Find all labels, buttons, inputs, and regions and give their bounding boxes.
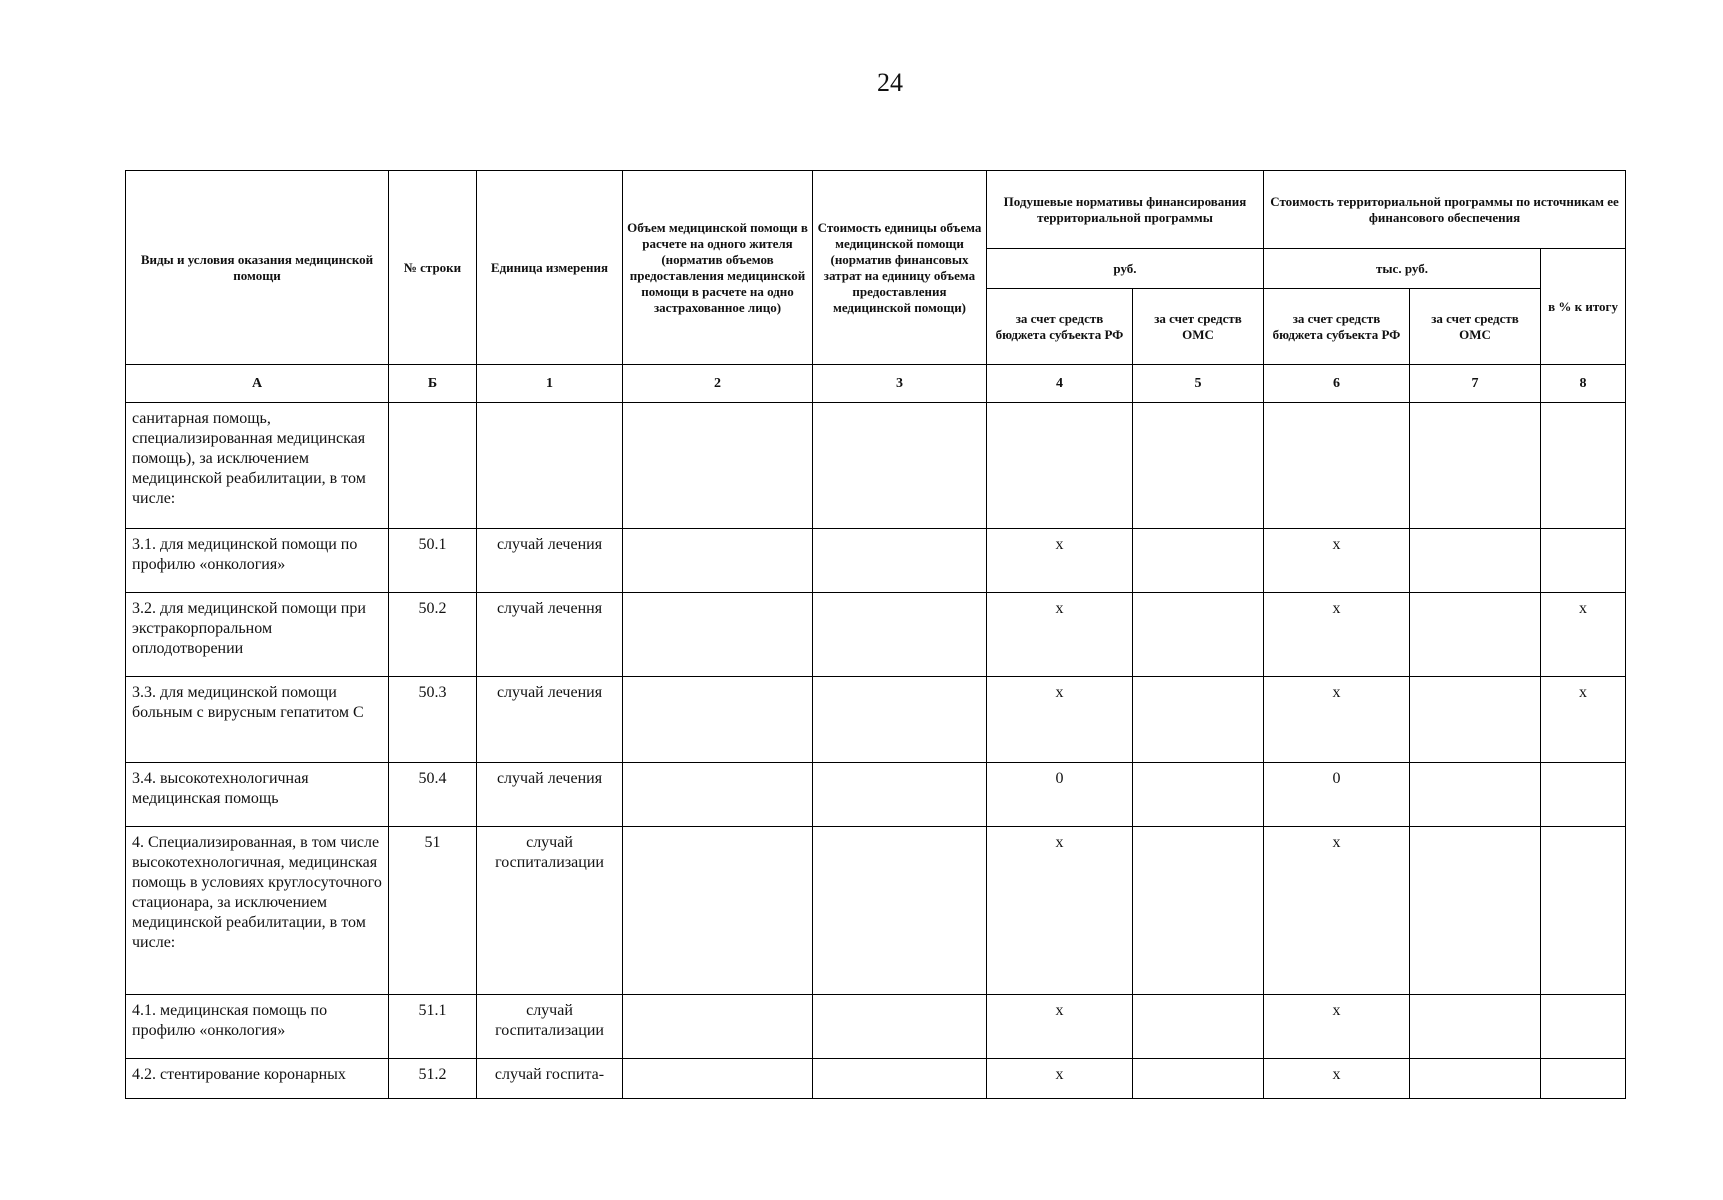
cell-col-7	[1410, 763, 1541, 827]
cell-col-6: x	[1264, 529, 1410, 593]
row-number: 50.1	[389, 529, 477, 593]
header-col-b: № строки	[389, 171, 477, 365]
cell-col-6: x	[1264, 995, 1410, 1059]
header-group-norms: Подушевые нормативы финансирования территориальной программы	[987, 171, 1264, 249]
index-cell: 6	[1264, 365, 1410, 403]
cell-col-3	[813, 1059, 987, 1099]
cell-col-7	[1410, 677, 1541, 763]
header-col-7: за счет средств ОМС	[1410, 289, 1541, 365]
index-cell: 7	[1410, 365, 1541, 403]
index-cell: А	[126, 365, 389, 403]
cell-col-7	[1410, 529, 1541, 593]
row-number: 50.3	[389, 677, 477, 763]
table-row	[126, 529, 1626, 593]
index-cell: 5	[1133, 365, 1264, 403]
cell-col-5	[1133, 763, 1264, 827]
cell-col-4: x	[987, 995, 1133, 1059]
cell-col-7	[1410, 1059, 1541, 1099]
cell-col-6: x	[1264, 827, 1410, 995]
financing-table	[125, 170, 1626, 1099]
cell-col-5	[1133, 1059, 1264, 1099]
cell-col-4: x	[987, 827, 1133, 995]
table-row	[126, 677, 1626, 763]
header-col-6: за счет средств бюджета субъекта РФ	[1264, 289, 1410, 365]
index-cell: 4	[987, 365, 1133, 403]
header-col-8: в % к итогу	[1541, 249, 1626, 365]
cell-col-7	[1410, 827, 1541, 995]
cell-col-3	[813, 593, 987, 677]
header-unit-thousand-rub: тыс. руб.	[1264, 249, 1541, 289]
index-cell: 3	[813, 365, 987, 403]
row-unit: случай госпитализации	[477, 995, 623, 1059]
table-row	[126, 403, 1626, 529]
cell-col-4	[987, 403, 1133, 529]
cell-col-2	[623, 593, 813, 677]
row-unit: случай лечения	[477, 529, 623, 593]
row-number: 50.4	[389, 763, 477, 827]
cell-col-6: x	[1264, 677, 1410, 763]
header-col-4: за счет средств бюджета субъекта РФ	[987, 289, 1133, 365]
cell-col-5	[1133, 995, 1264, 1059]
row-unit: случай госпитализации	[477, 827, 623, 995]
header-group-cost: Стоимость территориальной программы по источникам ее финансового обеспечения	[1264, 171, 1626, 249]
cell-col-3	[813, 529, 987, 593]
cell-col-2	[623, 827, 813, 995]
cell-col-5	[1133, 403, 1264, 529]
cell-col-2	[623, 1059, 813, 1099]
cell-col-6: x	[1264, 1059, 1410, 1099]
cell-col-5	[1133, 593, 1264, 677]
row-number: 51.1	[389, 995, 477, 1059]
cell-col-4: x	[987, 677, 1133, 763]
cell-col-4: x	[987, 529, 1133, 593]
cell-col-7	[1410, 593, 1541, 677]
cell-col-8	[1541, 995, 1626, 1059]
cell-col-8	[1541, 1059, 1626, 1099]
table-row	[126, 995, 1626, 1059]
cell-col-7	[1410, 403, 1541, 529]
table-header	[126, 171, 1626, 403]
cell-col-2	[623, 403, 813, 529]
index-cell: 8	[1541, 365, 1626, 403]
header-col-a: Виды и условия оказания медицинской помощи	[126, 171, 389, 365]
row-name: 3.4. высокотехнологичная медицинская помощь	[126, 763, 389, 827]
row-number: 51.2	[389, 1059, 477, 1099]
cell-col-2	[623, 763, 813, 827]
row-name: 3.1. для медицинской помощи по профилю «онкология»	[126, 529, 389, 593]
index-cell: Б	[389, 365, 477, 403]
row-unit: случай лечения	[477, 677, 623, 763]
cell-col-3	[813, 827, 987, 995]
index-cell: 2	[623, 365, 813, 403]
table-row	[126, 763, 1626, 827]
cell-col-3	[813, 677, 987, 763]
table-row	[126, 593, 1626, 677]
header-col-3: Стоимость единицы объема медицинской помощи (норматив финансовых затрат на единицу объема предоставления медицинской помощи)	[813, 171, 987, 365]
cell-col-3	[813, 995, 987, 1059]
cell-col-8: x	[1541, 593, 1626, 677]
cell-col-2	[623, 677, 813, 763]
cell-col-8	[1541, 403, 1626, 529]
row-name: санитарная помощь, специализированная медицинская помощь), за исключением медицинской реабилитации, в том числе:	[126, 403, 389, 529]
cell-col-6	[1264, 403, 1410, 529]
header-unit-rub: руб.	[987, 249, 1264, 289]
table-row	[126, 1059, 1626, 1099]
index-cell: 1	[477, 365, 623, 403]
cell-col-5	[1133, 677, 1264, 763]
cell-col-2	[623, 995, 813, 1059]
cell-col-5	[1133, 827, 1264, 995]
header-col-1: Единица измерения	[477, 171, 623, 365]
cell-col-4: x	[987, 593, 1133, 677]
cell-col-3	[813, 763, 987, 827]
cell-col-6: 0	[1264, 763, 1410, 827]
cell-col-8: x	[1541, 677, 1626, 763]
row-number: 50.2	[389, 593, 477, 677]
page-number: 24	[877, 68, 903, 97]
header-index-row	[126, 365, 1626, 403]
table-body	[126, 403, 1626, 1099]
row-name: 3.3. для медицинской помощи больным с вирусным гепатитом С	[126, 677, 389, 763]
row-name: 3.2. для медицинской помощи при экстракорпоральном оплодотворении	[126, 593, 389, 677]
table-row	[126, 827, 1626, 995]
row-number: 51	[389, 827, 477, 995]
cell-col-3	[813, 403, 987, 529]
cell-col-5	[1133, 529, 1264, 593]
row-name: 4.2. стентирование коронарных	[126, 1059, 389, 1099]
cell-col-6: x	[1264, 593, 1410, 677]
cell-col-2	[623, 529, 813, 593]
row-unit: случай лечення	[477, 593, 623, 677]
header-col-2: Объем медицинской помощи в расчете на одного жителя (норматив объемов предоставления медицинской помощи в расчете на одно застрахованное лицо)	[623, 171, 813, 365]
row-unit: случай госпита-	[477, 1059, 623, 1099]
cell-col-8	[1541, 763, 1626, 827]
cell-col-8	[1541, 529, 1626, 593]
header-col-5: за счет средств ОМС	[1133, 289, 1264, 365]
row-name: 4.1. медицинская помощь по профилю «онкология»	[126, 995, 389, 1059]
cell-col-7	[1410, 995, 1541, 1059]
row-name: 4. Специализированная, в том числе высокотехнологичная, медицинская помощь в условиях круглосуточного стационара, за исключением медицинской реабилитации, в том числе:	[126, 827, 389, 995]
cell-col-4: x	[987, 1059, 1133, 1099]
row-unit: случай лечения	[477, 763, 623, 827]
cell-col-8	[1541, 827, 1626, 995]
cell-col-4: 0	[987, 763, 1133, 827]
row-number	[389, 403, 477, 529]
row-unit	[477, 403, 623, 529]
